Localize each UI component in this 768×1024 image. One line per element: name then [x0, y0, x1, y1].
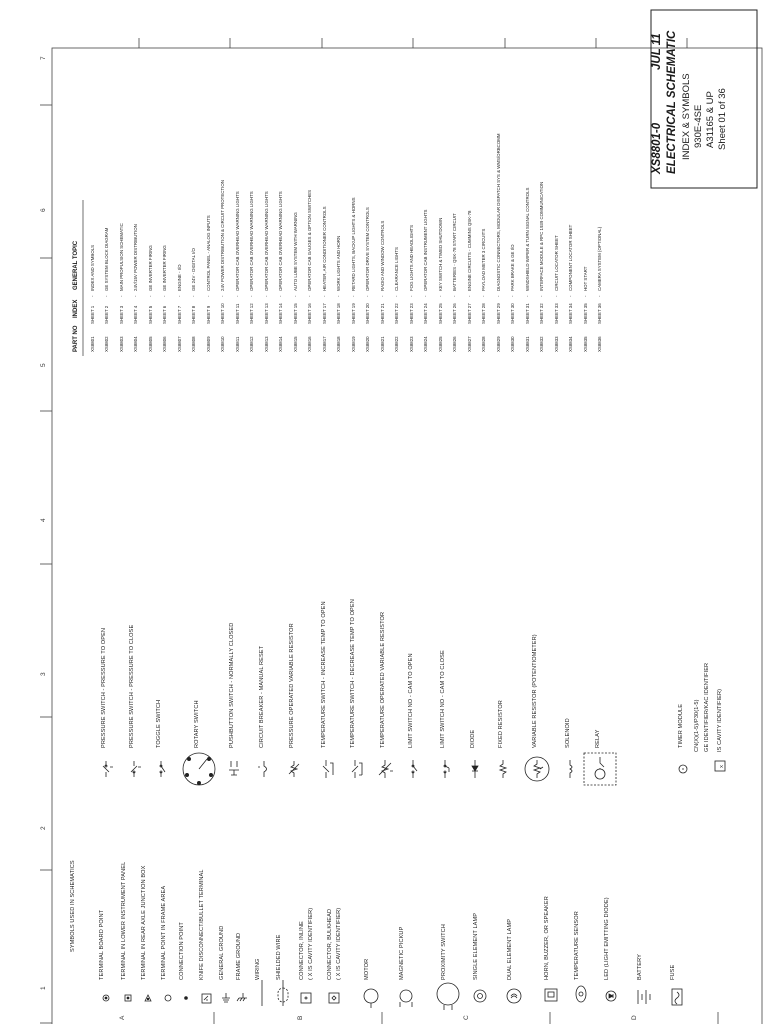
- index-sheet: SHEET 23: [408, 303, 414, 324]
- bulkhead-connector-icon: [329, 993, 339, 1003]
- dual-lamp-icon: [507, 989, 521, 1003]
- index-sheet: SHEET 31: [524, 303, 530, 324]
- column-number-7: 7: [40, 56, 48, 60]
- index-part-number: XS8807: [176, 336, 182, 352]
- symbol-label: RELAY: [595, 729, 602, 748]
- index-part-number: XS8818: [336, 336, 342, 352]
- index-separator: -: [495, 295, 501, 297]
- symbol-label-note: ( X IS CAVITY IDENTIFIER): [336, 907, 343, 980]
- limit-switch-close-icon: [444, 760, 449, 778]
- symbol-label: MOTOR: [364, 958, 371, 980]
- index-part-number: XS8802: [104, 336, 110, 352]
- index-sheet: SHEET 10: [220, 303, 226, 324]
- index-sheet: SHEET 2: [104, 305, 110, 324]
- inline-connector-icon: [301, 993, 311, 1003]
- symbol-label: SOLENOID: [565, 718, 572, 748]
- index-sheet: SHEET 8: [191, 305, 197, 324]
- index-part-number: XS8801: [89, 336, 95, 352]
- index-topic: DIAGNOSTIC CONNECTORS, MODULAR DISPATCH SYS & WMS/ORBCOMM: [495, 133, 501, 291]
- index-separator: -: [408, 295, 414, 297]
- led-icon: [606, 991, 616, 1001]
- index-part-number: XS8816: [307, 336, 313, 352]
- knife-disconnect-icon: [202, 994, 211, 1003]
- index-part-number: XS8811: [234, 336, 240, 352]
- column-number-6: 6: [40, 208, 48, 212]
- index-separator: -: [205, 295, 211, 297]
- circle-dot-icon: [103, 995, 109, 1001]
- index-topic: COMPONENT LOCATOR SHEET: [568, 224, 574, 291]
- index-separator: -: [234, 295, 240, 297]
- index-separator: -: [118, 295, 124, 297]
- index-sheet: SHEET 27: [466, 303, 472, 324]
- index-separator: -: [466, 295, 472, 297]
- symbol-label: DIODE: [470, 729, 477, 748]
- index-header-topic: GENERAL TOPIC: [73, 240, 80, 290]
- index-separator: -: [423, 295, 429, 297]
- index-topic: INDEX AND SYMBOLS: [89, 244, 95, 291]
- index-separator: -: [220, 295, 226, 297]
- index-sheet: SHEET 1: [89, 305, 95, 324]
- index-separator: -: [147, 295, 153, 297]
- frame-ground-icon: [237, 993, 247, 1001]
- index-sheet: SHEET 24: [423, 303, 429, 324]
- serial-range: A31165 & UP: [705, 91, 716, 148]
- index-separator: -: [553, 295, 559, 297]
- index-topic: OPERATOR CAB OVERHEAD WARNING LIGHTS: [263, 191, 269, 291]
- index-part-number: XS8836: [597, 336, 603, 352]
- index-separator: -: [524, 295, 530, 297]
- symbol-label: PUSHBUTTON SWITCH - NORMALLY CLOSED: [229, 622, 236, 748]
- doc-date: JUL 11: [651, 33, 664, 70]
- pressure-variable-resistor-icon: [289, 761, 299, 777]
- index-part-number: XS8806: [162, 336, 168, 352]
- index-topic: ENGINE CIRCUITS - CUMMINS QSK-78: [466, 210, 472, 291]
- index-part-number: XS8826: [452, 336, 458, 352]
- index-sheet: SHEET 19: [350, 303, 356, 324]
- shielded-wire-icon: [278, 980, 288, 1006]
- index-topic: GE INVERTER FIRING: [147, 245, 153, 291]
- index-topic: OPERATOR CAB OVERHEAD WARNING LIGHTS: [278, 191, 284, 291]
- index-topic: MAIN PROPULSION SCHEMATIC: [118, 223, 124, 291]
- proximity-switch-icon: [437, 983, 459, 1010]
- battery-icon: [638, 990, 650, 1004]
- symbol-label: LIMIT SWITCH NO - CAM TO OPEN: [408, 653, 415, 748]
- index-topic: OPERATOR CAB OVERHEAD WARNING LIGHTS: [234, 191, 240, 291]
- index-separator: -: [568, 295, 574, 297]
- index-sheet: SHEET 33: [553, 303, 559, 324]
- index-sheet: SHEET 28: [481, 303, 487, 324]
- potentiometer-icon: [525, 757, 549, 781]
- index-separator: -: [191, 295, 197, 297]
- symbol-label: TERMINAL POINT IN FRAME AREA: [161, 885, 168, 980]
- index-header-part-no: PART NO: [73, 325, 80, 352]
- diode-icon: [472, 760, 478, 778]
- index-topic: ENGINE - I/O: [176, 264, 182, 291]
- symbol-label: TIMER MODULE: [678, 703, 685, 748]
- index-topic: CONTROL PANEL - ANALOG INPUTS: [205, 215, 211, 291]
- index-part-number: XS8827: [466, 336, 472, 352]
- index-sheet: SHEET 17: [321, 303, 327, 324]
- index-separator: -: [176, 295, 182, 297]
- index-topic: PARK BRAKE & GE I/O: [510, 244, 516, 291]
- index-sheet: SHEET 36: [597, 303, 603, 324]
- row-letter-A: A: [119, 1015, 127, 1020]
- index-part-number: XS8815: [292, 336, 298, 352]
- index-sheet: SHEET 32: [539, 303, 545, 324]
- index-topic: OPERATOR CAB OVERHEAD WARNING LIGHTS: [249, 191, 255, 291]
- index-separator: -: [278, 295, 284, 297]
- symbol-label: TOGGLE SWITCH: [156, 699, 163, 748]
- index-topic: RADIO AND WINDOW CONTROLS: [379, 220, 385, 291]
- symbol-label: PRESSURE SWITCH - PRESSURE TO OPEN: [101, 627, 108, 748]
- symbol-label: TEMPERATURE OPERATED VARIABLE RESISTOR: [380, 611, 387, 748]
- symbol-label: LED (LIGHT EMITTING DIODE): [604, 897, 611, 980]
- index-separator: -: [263, 295, 269, 297]
- doc-title: ELECTRICAL SCHEMATIC: [666, 30, 679, 174]
- square-dot-icon: [125, 995, 131, 1001]
- timer-module-icon: [679, 765, 687, 773]
- index-part-number: XS8821: [379, 336, 385, 352]
- symbol-label: KNIFE DISCONNECT/BULLET TERMINAL: [199, 869, 206, 980]
- index-sheet: SHEET 18: [336, 303, 342, 324]
- index-part-number: XS8823: [408, 336, 414, 352]
- index-part-number: XS8833: [553, 336, 559, 352]
- index-sheet: SHEET 7: [176, 305, 182, 324]
- index-part-number: XS8812: [249, 336, 255, 352]
- index-part-number: XS8829: [495, 336, 501, 352]
- symbol-label: TERMINAL IN REAR AXLE JUNCTION BOX: [141, 865, 148, 980]
- identifier-note: IS CAVITY IDENTIFIER): [717, 688, 724, 752]
- dot-icon: [185, 997, 188, 1000]
- index-separator: -: [336, 295, 342, 297]
- temp-variable-resistor-icon: [379, 760, 393, 778]
- index-sheet: SHEET 13: [263, 303, 269, 324]
- index-sheet: SHEET 34: [568, 303, 574, 324]
- row-letter-D: D: [631, 1015, 639, 1020]
- column-number-5: 5: [40, 363, 48, 367]
- index-part-number: XS8835: [582, 336, 588, 352]
- index-part-number: XS8822: [394, 336, 400, 352]
- symbol-label: GENERAL GROUND: [219, 925, 226, 980]
- index-sheet: SHEET 20: [365, 303, 371, 324]
- index-separator: -: [597, 295, 603, 297]
- index-part-number: XS8820: [365, 336, 371, 352]
- index-part-number: XS8819: [350, 336, 356, 352]
- index-topic: RETARD LIGHTS, BACKUP LIGHTS & HORNS: [350, 197, 356, 291]
- temperature-sensor-icon: [576, 986, 586, 1002]
- symbol-label: PROXIMITY SWITCH: [441, 924, 448, 980]
- symbol-label: TEMPERATURE SWITCH - INCREASE TEMP TO OPEN: [321, 601, 328, 748]
- index-topic: GE SYSTEM BLOCK DIAGRAM: [104, 227, 110, 291]
- rotary-switch-icon: [183, 753, 215, 785]
- symbol-label: WIRING: [255, 958, 262, 980]
- ground-icon: [222, 993, 230, 1002]
- index-part-number: XS8808: [191, 336, 197, 352]
- symbol-label: CONNECTOR, BULKHEAD: [327, 908, 334, 980]
- symbol-label-note: ( X IS CAVITY IDENTIFIER): [308, 907, 315, 980]
- symbol-label: DUAL ELEMENT LAMP: [507, 918, 514, 980]
- doc-id: XS8801-0: [651, 122, 664, 174]
- index-topic: OPERATOR CAB INSTRUMENT LIGHTS: [423, 209, 429, 291]
- column-number-1: 1: [40, 986, 48, 990]
- column-number-4: 4: [40, 518, 48, 522]
- triangle-dot-icon: [145, 995, 151, 1001]
- index-sheet: SHEET 16: [307, 303, 313, 324]
- index-sheet: SHEET 22: [394, 303, 400, 324]
- identifier-note: GE IDENTIFIER/KAC IDENTIFIER: [704, 662, 711, 752]
- index-separator: -: [162, 295, 168, 297]
- index-sheet: SHEET 5: [147, 305, 153, 324]
- index-part-number: XS8824: [423, 336, 429, 352]
- index-part-number: XS8809: [205, 336, 211, 352]
- index-part-number: XS8803: [118, 336, 124, 352]
- index-separator: -: [365, 295, 371, 297]
- symbol-label: TEMPERATURE SWITCH - DECREASE TEMP TO OPEN: [350, 599, 357, 748]
- index-topic: 24V/15V POWER DISTRIBUTION: [133, 224, 139, 291]
- symbol-label: HORN, BUZZER, OR SPEAKER: [544, 896, 551, 980]
- solenoid-icon: [570, 760, 572, 778]
- index-topic: AUTO LUBE SYSTEM WITH WARNING: [292, 212, 298, 291]
- index-topic: HOT START: [582, 266, 588, 291]
- symbols-section-title: SYMBOLS USED IN SCHEMATICS: [70, 860, 77, 952]
- index-separator: -: [452, 295, 458, 297]
- index-sheet: SHEET 14: [278, 303, 284, 324]
- relay-icon: [584, 753, 616, 785]
- symbol-label: SHIELDED WIRE: [276, 934, 283, 980]
- symbol-label: MAGNETIC PICKUP: [399, 926, 406, 980]
- index-part-number: XS8832: [539, 336, 545, 352]
- index-sheet: SHEET 15: [292, 303, 298, 324]
- index-sheet: SHEET 3: [118, 305, 124, 324]
- index-separator: -: [350, 295, 356, 297]
- index-separator: -: [133, 295, 139, 297]
- index-topic: OPERATOR CAB GAUGES & OPTION SWITCHES: [307, 189, 313, 291]
- index-topic: CAMERA SYSTEM (OPTIONAL): [597, 226, 603, 291]
- symbol-label: CONNECTION POINT: [179, 922, 186, 980]
- index-sheet: SHEET 21: [379, 303, 385, 324]
- index-topic: HEATER, AIR CONDITIONER CONTROLS: [321, 206, 327, 291]
- index-topic: PAYLOAD METER 3 CIRCUITS: [481, 228, 487, 291]
- index-topic: KEY SWITCH & TIMED SHUTDOWN: [437, 217, 443, 291]
- index-separator: -: [379, 295, 385, 297]
- column-number-3: 3: [40, 672, 48, 676]
- index-separator: -: [321, 295, 327, 297]
- index-separator: -: [437, 295, 443, 297]
- temp-switch-decrease-icon: [352, 760, 362, 778]
- index-separator: -: [104, 295, 110, 297]
- fuse-icon: [672, 989, 682, 1005]
- magnetic-pickup-icon: [400, 990, 412, 1007]
- row-letter-C: C: [463, 1015, 471, 1020]
- index-sheet: SHEET 26: [452, 303, 458, 324]
- index-topic: INTERFACE MODULE & RPC 1939 COMMUNICATION: [539, 181, 545, 291]
- index-sheet: SHEET 30: [510, 303, 516, 324]
- index-part-number: XS8804: [133, 336, 139, 352]
- index-part-number: XS8825: [437, 336, 443, 352]
- index-separator: -: [292, 295, 298, 297]
- index-part-number: XS8813: [263, 336, 269, 352]
- symbol-label: ROTARY SWITCH: [194, 700, 201, 748]
- symbol-label: FIXED RESISTOR: [498, 700, 505, 748]
- cavity-box-label: X: [718, 765, 724, 768]
- symbol-label: PRESSURE OPERATED VARIABLE RESISTOR: [289, 623, 296, 748]
- index-part-number: XS8817: [321, 336, 327, 352]
- index-separator: -: [307, 295, 313, 297]
- index-sheet: SHEET 35: [582, 303, 588, 324]
- symbol-label: TEMPERATURE SENSOR: [574, 911, 581, 980]
- horn-icon: [545, 989, 557, 1001]
- column-number-2: 2: [40, 826, 48, 830]
- index-header-index: INDEX: [73, 299, 80, 318]
- index-separator: -: [582, 295, 588, 297]
- limit-switch-open-icon: [412, 760, 417, 778]
- temp-switch-increase-icon: [323, 760, 333, 778]
- index-topic: CLEARANCE LIGHTS: [394, 247, 400, 291]
- row-letter-B: B: [297, 1015, 305, 1020]
- symbol-label: PRESSURE SWITCH - PRESSURE TO CLOSE: [129, 624, 136, 748]
- index-separator: -: [481, 295, 487, 297]
- index-part-number: XS8830: [510, 336, 516, 352]
- index-topic: BATTERIES - QSK-78 START CIRCUIT: [452, 213, 458, 291]
- symbol-label: SINGLE ELEMENT LAMP: [473, 912, 480, 980]
- index-separator: -: [249, 295, 255, 297]
- pushbutton-switch-icon: [229, 761, 239, 775]
- index-topic: GE INVERTER FIRING: [162, 245, 168, 291]
- index-sheet: SHEET 12: [249, 303, 255, 324]
- model-number: 930E-4SE: [693, 104, 704, 148]
- index-sheet: SHEET 6: [162, 305, 168, 324]
- single-lamp-icon: [474, 990, 486, 1002]
- identifier-note: CN(X)(1-5)/P30(1-5): [694, 699, 701, 752]
- symbol-label: VARIABLE RESISTOR (POTENTIOMETER): [532, 634, 539, 748]
- motor-icon: [364, 989, 378, 1008]
- inner-border: [52, 48, 762, 1024]
- symbol-label: CIRCUIT BREAKER - MANUAL RESET: [259, 645, 266, 748]
- symbol-label: FUSE: [670, 964, 677, 980]
- ring-icon: [165, 995, 171, 1001]
- pressure-switch-open-icon: [103, 761, 113, 777]
- symbol-label: TERMINAL BOARD POINT: [99, 909, 106, 980]
- index-topic: OPERATOR DRIVE SYSTEM CONTROLS: [365, 207, 371, 291]
- index-part-number: XS8834: [568, 336, 574, 352]
- index-separator: -: [510, 295, 516, 297]
- index-topic: FOG LIGHTS AND HEADLIGHTS: [408, 224, 414, 291]
- doc-subtitle: INDEX & SYMBOLS: [681, 73, 692, 160]
- index-separator: -: [89, 295, 95, 297]
- circuit-breaker-icon: [258, 761, 267, 777]
- symbol-label: FRAME GROUND: [236, 932, 243, 980]
- index-part-number: XS8810: [220, 336, 226, 352]
- symbol-label: TERMINAL IN LOWER INSTRUMENT PANEL: [121, 861, 128, 980]
- index-sheet: SHEET 4: [133, 305, 139, 324]
- index-sheet: SHEET 11: [234, 303, 240, 324]
- index-part-number: XS8814: [278, 336, 284, 352]
- index-topic: CIRCUIT LOCATOR SHEET: [553, 235, 559, 291]
- symbol-label: BATTERY: [637, 954, 644, 980]
- symbol-label: LIMIT SWITCH NO - CAM TO CLOSE: [440, 650, 447, 748]
- index-separator: -: [394, 295, 400, 297]
- index-topic: 24V POWER DISTRIBUTION & CIRCUIT PROTECTION: [220, 180, 226, 291]
- index-topic: WINDSHIELD WIPER & TURN SIGNAL CONTROLS: [524, 187, 530, 291]
- index-part-number: XS8805: [147, 336, 153, 352]
- pressure-switch-close-icon: [131, 761, 141, 777]
- resistor-icon: [500, 760, 506, 778]
- symbol-label: CONNECTOR, INLINE: [299, 921, 306, 980]
- index-sheet: SHEET 25: [437, 303, 443, 324]
- index-sheet: SHEET 29: [495, 303, 501, 324]
- toggle-switch-icon: [160, 761, 165, 777]
- index-separator: -: [539, 295, 545, 297]
- index-sheet: SHEET 9: [205, 305, 211, 324]
- index-topic: GE 24V - DIGITAL I/O: [191, 248, 197, 291]
- sheet-number: Sheet 01 of 36: [717, 88, 728, 150]
- index-part-number: XS8828: [481, 336, 487, 352]
- index-topic: WORK LIGHTS AND HORN: [336, 235, 342, 291]
- index-part-number: XS8831: [524, 336, 530, 352]
